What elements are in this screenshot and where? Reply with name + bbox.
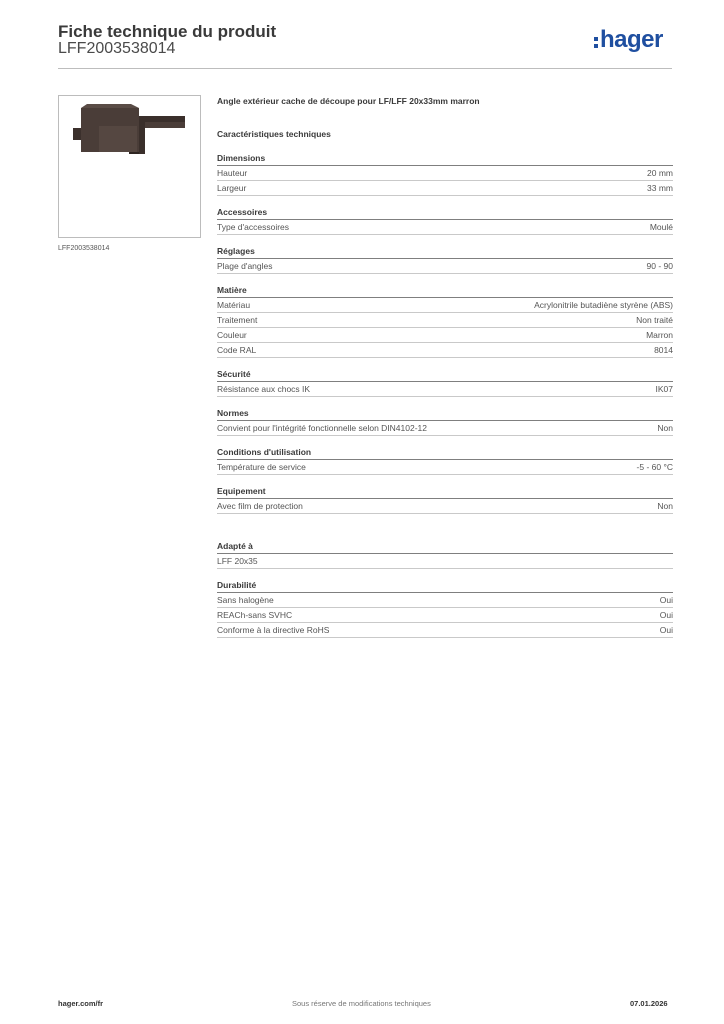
section-durabilite xyxy=(217,578,673,638)
spec-label: Convient pour l'intégrité fonctionnelle selon DIN4102-12 xyxy=(217,423,428,433)
spec-value: 20 mm xyxy=(647,168,673,178)
spec-row xyxy=(217,313,673,328)
product-reference: LFF2003538014 xyxy=(58,40,176,57)
spec-row xyxy=(217,421,673,436)
spec-value: Oui xyxy=(659,610,673,620)
spec-value: Oui xyxy=(659,625,673,635)
spec-row xyxy=(217,343,673,358)
spec-row xyxy=(217,181,673,196)
spec-value: Moulé xyxy=(649,222,673,232)
section-equipement xyxy=(217,484,673,514)
spec-value: Marron xyxy=(646,330,673,340)
image-caption: LFF2003538014 xyxy=(58,245,110,252)
section-title: Accessoires xyxy=(217,205,673,220)
spec-value: -5 - 60 °C xyxy=(636,462,673,472)
spec-value: 8014 xyxy=(654,345,673,355)
section-matiere xyxy=(217,283,673,358)
section-title: Conditions d'utilisation xyxy=(217,445,673,460)
section-dimensions xyxy=(217,151,673,196)
spec-value: 33 mm xyxy=(647,183,673,193)
section-title: Réglages xyxy=(217,244,673,259)
section-title: Matière xyxy=(217,283,673,298)
spec-row xyxy=(217,220,673,235)
spec-label: Plage d'angles xyxy=(217,261,273,271)
spec-row xyxy=(217,166,673,181)
spec-label: Traitement xyxy=(217,315,258,325)
header-divider xyxy=(58,68,672,69)
section-accessoires xyxy=(217,205,673,235)
footer-disclaimer: Sous réserve de modifications techniques xyxy=(292,999,431,1008)
spec-row xyxy=(217,593,673,608)
product-angle-illustration xyxy=(59,96,200,237)
section-title: Sécurité xyxy=(217,367,673,382)
spec-label: Avec film de protection xyxy=(217,501,303,511)
spec-label: Type d'accessoires xyxy=(217,222,290,232)
spec-label: Couleur xyxy=(217,330,247,340)
spec-content xyxy=(217,96,673,647)
section-title: Dimensions xyxy=(217,151,673,166)
section-title: Equipement xyxy=(217,484,673,499)
specs-heading: Caractéristiques techniques xyxy=(217,129,331,139)
spec-value: Acrylonitrile butadiène styrène (ABS) xyxy=(534,300,673,310)
section-adapte xyxy=(217,539,673,569)
spec-value: Non xyxy=(657,423,673,433)
logo-text: hager xyxy=(600,26,663,53)
section-securite xyxy=(217,367,673,397)
spec-label: REACh-sans SVHC xyxy=(217,610,293,620)
spec-row xyxy=(217,554,673,569)
spec-row xyxy=(217,328,673,343)
spec-label: Matériau xyxy=(217,300,251,310)
spec-label: Résistance aux chocs IK xyxy=(217,384,311,394)
section-reglages xyxy=(217,244,673,274)
logo-dots-icon xyxy=(594,37,598,48)
spec-label: LFF 20x35 xyxy=(217,556,258,566)
spec-label: Conforme à la directive RoHS xyxy=(217,625,330,635)
footer-website-link[interactable]: hager.com/fr xyxy=(58,999,104,1008)
product-title: Angle extérieur cache de découpe pour LF/LFF 20x33mm marron xyxy=(217,96,480,106)
page-title: Fiche technique du produit xyxy=(58,22,277,41)
spec-value: Non traité xyxy=(636,315,673,325)
spec-label: Sans halogène xyxy=(217,595,274,605)
spec-row xyxy=(217,499,673,514)
product-image xyxy=(58,95,201,238)
spec-row xyxy=(217,298,673,313)
spec-value: Oui xyxy=(659,595,673,605)
section-title: Adapté à xyxy=(217,539,673,554)
spec-label: Hauteur xyxy=(217,168,248,178)
spec-value: 90 - 90 xyxy=(646,261,673,271)
spec-row xyxy=(217,382,673,397)
spec-row xyxy=(217,608,673,623)
spec-row xyxy=(217,460,673,475)
section-title: Normes xyxy=(217,406,673,421)
spec-value: Non xyxy=(657,501,673,511)
section-spacer xyxy=(217,523,673,539)
section-normes xyxy=(217,406,673,436)
hager-logo xyxy=(594,28,663,52)
section-conditions xyxy=(217,445,673,475)
spec-label: Largeur xyxy=(217,183,247,193)
footer-date: 07.01.2026 xyxy=(630,999,668,1008)
section-title: Durabilité xyxy=(217,578,673,593)
spec-row xyxy=(217,623,673,638)
spec-value: IK07 xyxy=(655,384,673,394)
spec-label: Température de service xyxy=(217,462,306,472)
spec-row xyxy=(217,259,673,274)
spec-label: Code RAL xyxy=(217,345,257,355)
